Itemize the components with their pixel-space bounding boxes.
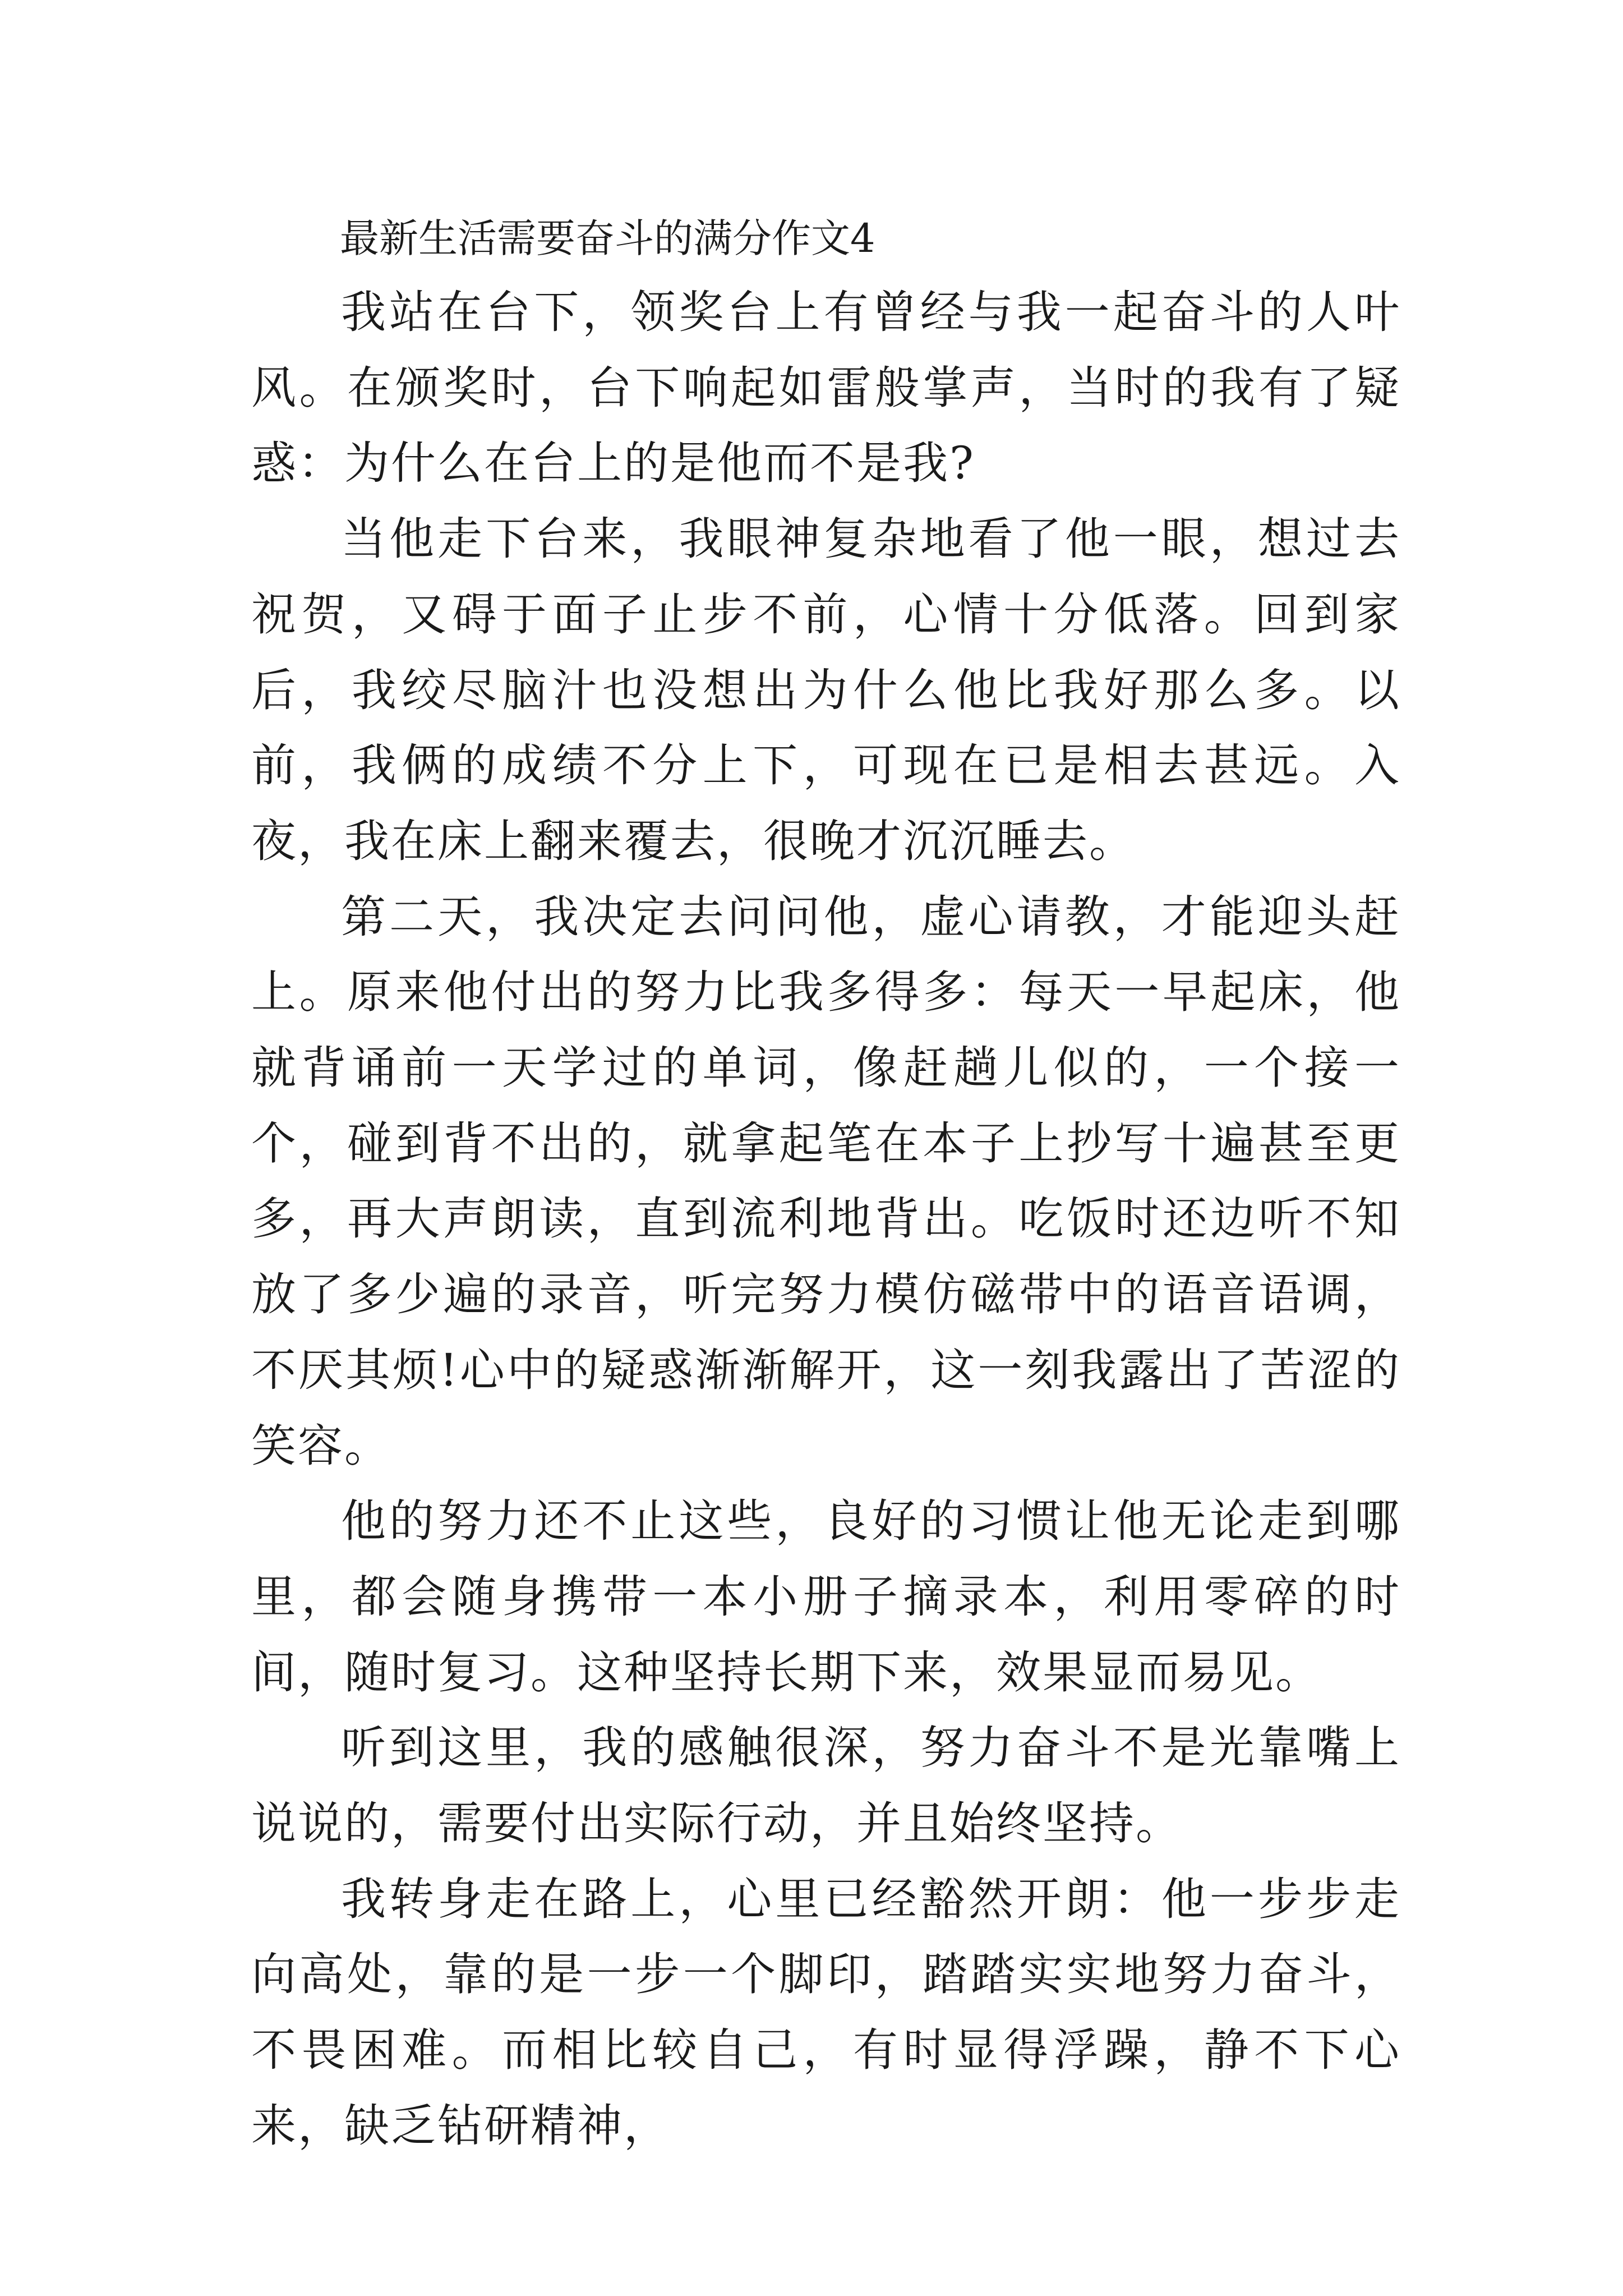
paragraph: 他的努力还不止这些，良好的习惯让他无论走到哪里，都会随身携带一本小册子摘录本，利用零碎的时间，随时复习。这种坚持长期下来，效果显而易见。 xyxy=(251,1495,1401,1699)
document-body xyxy=(251,202,1401,2164)
paragraph: 听到这里，我的感触很深，努力奋斗不是光靠嘴上说说的，需要付出实际行动，并且始终坚持。 xyxy=(251,1722,1401,1850)
paragraph: 当他走下台来，我眼神复杂地看了他一眼，想过去祝贺，又碍于面子止步不前，心情十分低落。回到家后，我绞尽脑汁也没想出为什么他比我好那么多。以前，我俩的成绩不分上下，可现在已是相去甚远。入夜，我在床上翻来覆去，很晚才沉沉睡去。 xyxy=(251,513,1401,867)
paragraph: 我转身走在路上，心里已经豁然开朗：他一步步走向高处，靠的是一步一个脚印，踏踏实实地努力奋斗，不畏困难。而相比较自己，有时显得浮躁，静不下心来，缺乏钻研精神， xyxy=(251,1872,1401,2152)
paragraph: 第二天，我决定去问问他，虚心请教，才能迎头赶上。原来他付出的努力比我多得多：每天一早起床，他就背诵前一天学过的单词，像赶趟儿似的，一个接一个，碰到背不出的，就拿起笔在本子上抄写十遍甚至更多，再大声朗读，直到流利地背出。吃饭时还边听不知放了多少遍的录音，听完努力模仿磁带中的语音语调，不厌其烦!心中的疑惑渐渐解开，这一刻我露出了苦涩的笑容。 xyxy=(251,890,1401,1472)
paragraph: 我站在台下，领奖台上有曾经与我一起奋斗的人叶风。在颁奖时，台下响起如雷般掌声，当时的我有了疑惑：为什么在台上的是他而不是我? xyxy=(251,286,1401,490)
document-title: 最新生活需要奋斗的满分作文4 xyxy=(340,215,875,261)
